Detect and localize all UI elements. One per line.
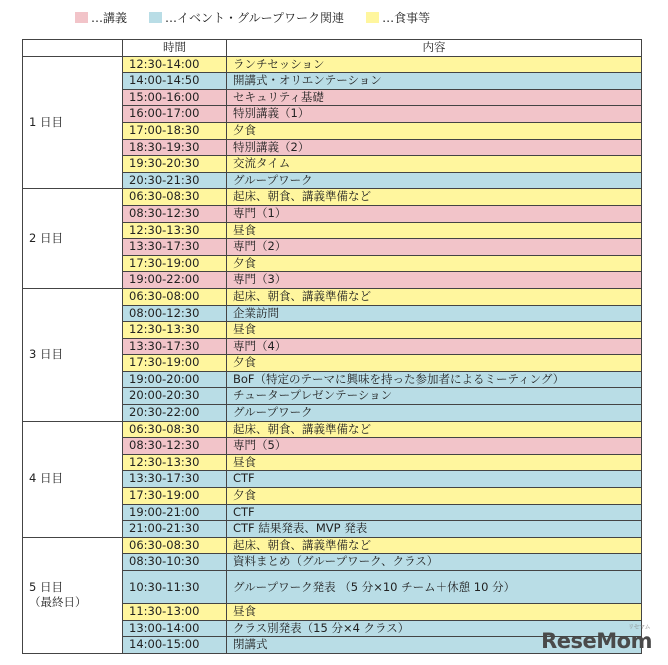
content-cell: 企業訪問 (227, 305, 642, 322)
content-cell: 交流タイム (227, 156, 642, 173)
legend-item (366, 9, 430, 26)
schedule-table (22, 39, 642, 654)
time-cell: 12:30-13:30 (123, 222, 227, 239)
content-cell: グループワーク (227, 172, 642, 189)
time-cell: 17:30-19:00 (123, 355, 227, 372)
content-cell: 昼食 (227, 222, 642, 239)
content-cell: 専門（4） (227, 338, 642, 355)
table-row (23, 421, 642, 438)
time-cell: 20:30-21:30 (123, 172, 227, 189)
header-content: 内容 (227, 40, 642, 57)
time-cell: 14:00-15:00 (123, 637, 227, 654)
time-cell: 13:30-17:30 (123, 338, 227, 355)
time-cell: 06:30-08:30 (123, 537, 227, 554)
content-cell: BoF（特定のテーマに興味を持った参加者によるミーティング） (227, 371, 642, 388)
time-cell: 08:30-12:30 (123, 205, 227, 222)
content-cell: CTF (227, 504, 642, 521)
time-cell: 06:30-08:00 (123, 288, 227, 305)
legend-item (75, 9, 127, 26)
day-label: 5 日目 （最終日） (23, 537, 123, 653)
time-cell: 18:30-19:30 (123, 139, 227, 156)
content-cell: グループワーク (227, 405, 642, 422)
logo-text: ReseMom (541, 629, 652, 653)
content-cell: ランチセッション (227, 56, 642, 73)
content-cell: 昼食 (227, 454, 642, 471)
content-cell: 起床、朝食、講義準備など (227, 189, 642, 206)
time-cell: 16:00-17:00 (123, 106, 227, 123)
content-cell: 専門（2） (227, 239, 642, 256)
table-row (23, 537, 642, 554)
content-cell: 夕食 (227, 122, 642, 139)
legend-swatch (149, 12, 162, 23)
content-cell: 閉講式 (227, 637, 642, 654)
content-cell: 専門（5） (227, 438, 642, 455)
time-cell: 19:30-20:30 (123, 156, 227, 173)
time-cell: 13:30-17:30 (123, 471, 227, 488)
day-label: 4 日目 (23, 421, 123, 537)
time-cell: 08:30-10:30 (123, 554, 227, 571)
time-cell: 06:30-08:30 (123, 421, 227, 438)
day-label: 3 日目 (23, 288, 123, 421)
legend-swatch (366, 12, 379, 23)
legend-item (149, 9, 344, 26)
time-cell: 21:00-21:30 (123, 521, 227, 538)
time-cell: 11:30-13:00 (123, 604, 227, 621)
header-row (23, 40, 642, 57)
content-cell: 資料まとめ（グループワーク、クラス） (227, 554, 642, 571)
content-cell: 夕食 (227, 355, 642, 372)
time-cell: 20:30-22:00 (123, 405, 227, 422)
content-cell: セキュリティ基礎 (227, 89, 642, 106)
time-cell: 17:30-19:00 (123, 488, 227, 505)
time-cell: 19:00-20:00 (123, 371, 227, 388)
time-cell: 08:00-12:30 (123, 305, 227, 322)
day-label: 2 日目 (23, 189, 123, 289)
time-cell: 20:00-20:30 (123, 388, 227, 405)
content-cell: 夕食 (227, 488, 642, 505)
content-cell: 専門（3） (227, 272, 642, 289)
time-cell: 17:30-19:00 (123, 255, 227, 272)
time-cell: 10:30-11:30 (123, 571, 227, 604)
content-cell: チュータープレゼンテーション (227, 388, 642, 405)
time-cell: 12:30-14:00 (123, 56, 227, 73)
content-cell: 起床、朝食、講義準備など (227, 537, 642, 554)
content-cell: 起床、朝食、講義準備など (227, 288, 642, 305)
content-cell: 夕食 (227, 255, 642, 272)
legend-label: …イベント・グループワーク関連 (165, 10, 345, 25)
day-label: 1 日目 (23, 56, 123, 189)
table-row (23, 288, 642, 305)
content-cell: クラス別発表（15 分×4 クラス） (227, 620, 642, 637)
content-cell: 昼食 (227, 322, 642, 339)
content-cell: 特別講義（1） (227, 106, 642, 123)
header-empty (23, 40, 123, 57)
content-cell: 開講式・オリエンテーション (227, 73, 642, 90)
time-cell: 08:30-12:30 (123, 438, 227, 455)
content-cell: グループワーク発表 （5 分×10 チーム＋休憩 10 分） (227, 571, 642, 604)
content-cell: 起床、朝食、講義準備など (227, 421, 642, 438)
time-cell: 13:00-14:00 (123, 620, 227, 637)
time-cell: 12:30-13:30 (123, 322, 227, 339)
time-cell: 14:00-14:50 (123, 73, 227, 90)
time-cell: 12:30-13:30 (123, 454, 227, 471)
resemom-logo (541, 624, 652, 653)
logo-kana: リセマム (628, 624, 650, 631)
table-row (23, 56, 642, 73)
content-cell: CTF (227, 471, 642, 488)
legend (75, 7, 452, 27)
content-cell: 昼食 (227, 604, 642, 621)
time-cell: 15:00-16:00 (123, 89, 227, 106)
time-cell: 13:30-17:30 (123, 239, 227, 256)
header-time: 時間 (123, 40, 227, 57)
time-cell: 17:00-18:30 (123, 122, 227, 139)
legend-swatch (75, 12, 88, 23)
table-row (23, 189, 642, 206)
content-cell: 専門（1） (227, 205, 642, 222)
content-cell: CTF 結果発表、MVP 発表 (227, 521, 642, 538)
legend-label: …食事等 (382, 10, 431, 25)
content-cell: 特別講義（2） (227, 139, 642, 156)
time-cell: 19:00-22:00 (123, 272, 227, 289)
time-cell: 19:00-21:00 (123, 504, 227, 521)
legend-label: …講義 (91, 10, 128, 25)
time-cell: 06:30-08:30 (123, 189, 227, 206)
